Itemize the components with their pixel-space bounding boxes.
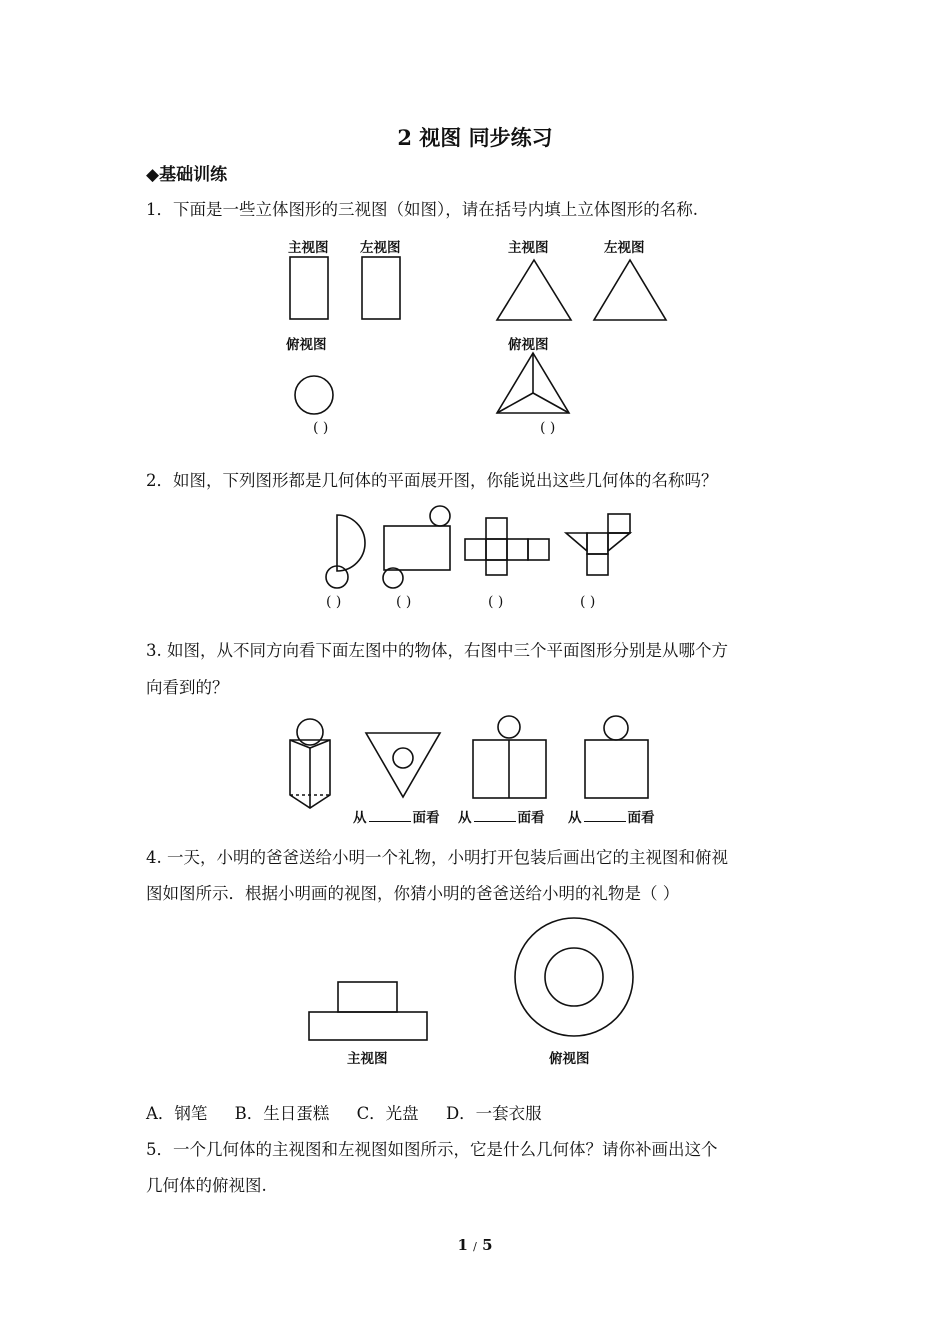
q2-answer-paren-1: ( ) — [326, 594, 342, 610]
q4-options — [146, 1100, 564, 1124]
q4-option-a[interactable]: A．钢笔 — [146, 1104, 208, 1123]
q1-answer-paren-a: ( ) — [313, 420, 329, 436]
q4-top-view-label: 俯视图 — [549, 1051, 590, 1067]
q4-front-top-rect — [338, 982, 397, 1012]
q3-answer-1: 从 面看 — [353, 810, 440, 826]
question-5-line-2: 几何体的俯视图. — [146, 1176, 267, 1195]
question-4-line-2: 图如图所示．根据小明画的视图，你猜小明的爸爸送给小明的礼物是（ ） — [146, 884, 680, 903]
q1-top-view-label-a: 俯视图 — [286, 337, 327, 353]
q1-left-view-label-b: 左视图 — [604, 240, 645, 256]
question-2-text: 2．如图，下列图形都是几何体的平面展开图，你能说出这些几何体的名称吗？ — [146, 471, 718, 490]
q1-answer-paren-b: ( ) — [540, 420, 556, 436]
q4-front-bottom-rect — [309, 1012, 427, 1040]
question-1-text: 1．下面是一些立体图形的三视图（如图），请在括号内填上立体图形的名称. — [146, 200, 698, 219]
question-5-line-1: 5．一个几何体的主视图和左视图如图所示，它是什么几何体？请你补画出这个 — [146, 1140, 718, 1159]
q3-answer-2: 从 面看 — [458, 810, 545, 826]
q2-answer-paren-3: ( ) — [488, 594, 504, 610]
q4-option-c[interactable]: C．光盘 — [356, 1104, 419, 1123]
q4-top-outer-circle — [515, 918, 633, 1036]
q2-answer-paren-4: ( ) — [580, 594, 596, 610]
page-title: 2 视图 同步练习 — [397, 125, 553, 150]
q1-main-view-label-a: 主视图 — [288, 240, 329, 256]
q1-main-view-label-b: 主视图 — [508, 240, 549, 256]
q4-main-view-label: 主视图 — [347, 1051, 388, 1067]
q4-option-b[interactable]: B．生日蛋糕 — [234, 1104, 330, 1123]
question-4-line-1: 4. 一天，小明的爸爸送给小明一个礼物，小明打开包装后画出它的主视图和俯视 — [146, 848, 728, 867]
q1-top-view-label-b: 俯视图 — [508, 337, 549, 353]
question-3-line-1: 3. 如图，从不同方向看下面左图中的物体，右图中三个平面图形分别是从哪个方 — [146, 641, 728, 660]
q3-answer-3: 从 面看 — [568, 810, 655, 826]
question-3-line-2: 向看到的？ — [146, 678, 229, 697]
section-heading: ◆基础训练 — [146, 165, 228, 185]
page-number: 1 / 5 — [457, 1236, 493, 1254]
q2-answer-paren-2: ( ) — [396, 594, 412, 610]
q4-top-inner-circle — [545, 948, 603, 1006]
q4-option-d[interactable]: D．一套衣服 — [445, 1104, 542, 1123]
q1-left-view-label-a: 左视图 — [360, 240, 401, 256]
